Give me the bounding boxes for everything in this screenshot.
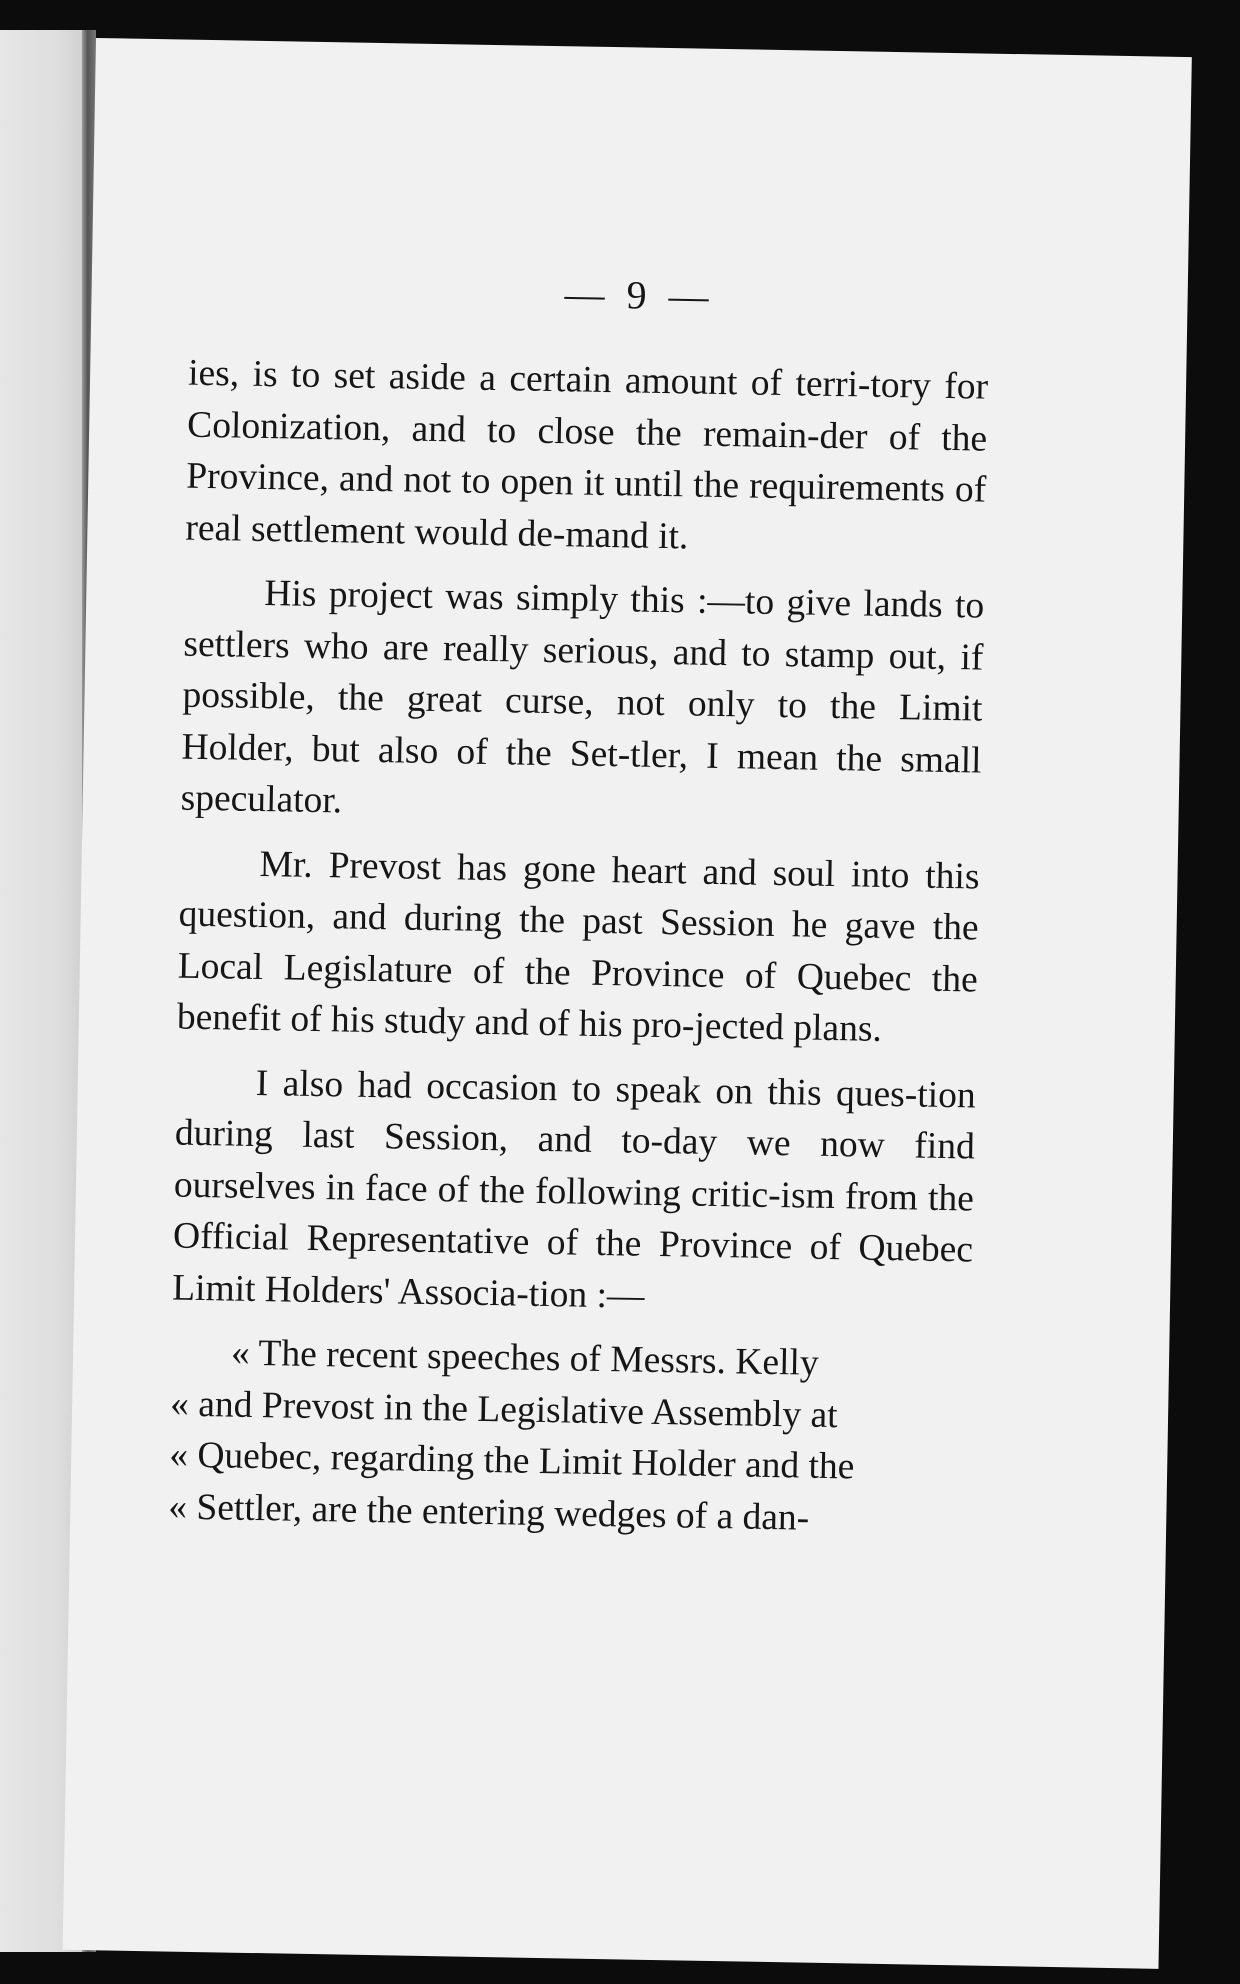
book-page [63, 38, 1192, 1969]
quote-line: « Quebec, regarding the Limit Holder and the [168, 1434, 855, 1488]
paragraph-continued: ies, is to set aside a certain amount of terri-tory for Colonization, and to close the remain-der of the Province, and not to open it until the requirements of real settlement would de-mand it. [185, 352, 989, 557]
quote-line: « The recent speeches of Messrs. Kelly [230, 1332, 820, 1384]
quote-line: « Settler, are the entering wedges of a dan- [168, 1485, 810, 1539]
quotation [168, 1327, 971, 1547]
page-number: — 9 — [564, 271, 715, 319]
quote-line: « and Prevost in the Legislative Assembly at [169, 1383, 839, 1436]
body-text [168, 348, 989, 1547]
paragraph-project: His project was simply this :—to give lands to settlers who are really serious, and to stamp out, if possible, the great curse, not only to the Limit Holder, but also of the Set-tler, I mean the small speculator. [180, 573, 985, 822]
paragraph-criticism: I also had occasion to speak on this ques-tion during last Session, and to-day we now find ourselves in face of the following critic-ism from the Official Representative of the Province of Quebec Limit Holders' Associa-tion :— [171, 1062, 977, 1317]
paragraph-prevost: Mr. Prevost has gone heart and soul into this question, and during the past Session he gave the Local Legislature of the Province of Quebec the benefit of his study and of his pro-jected plans. [176, 843, 980, 1050]
